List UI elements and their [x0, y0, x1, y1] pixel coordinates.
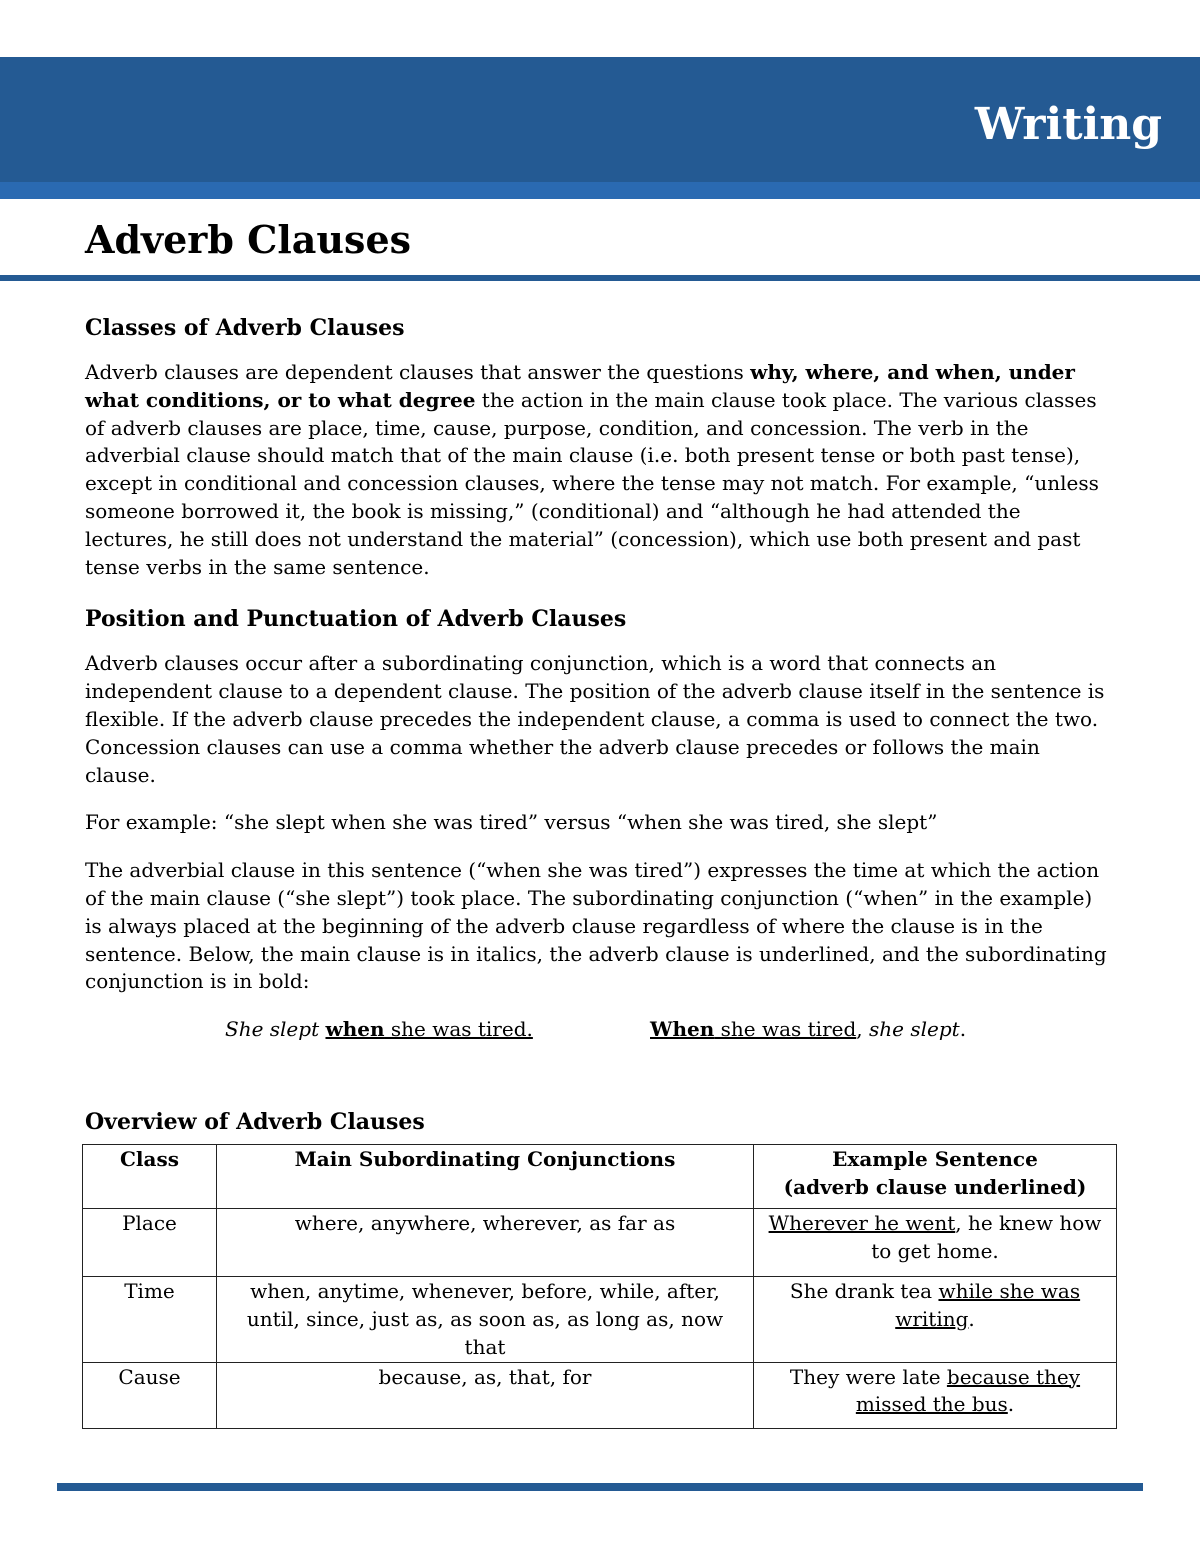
- page-title: Adverb Clauses: [85, 217, 412, 262]
- cell-class: Place: [83, 1209, 217, 1277]
- footer-divider: [57, 1483, 1143, 1491]
- header-conjunctions: Main Subordinating Conjunctions: [217, 1145, 754, 1209]
- cell-conjunctions: when, anytime, whenever, before, while, after, until, since, just as, as soon as, as long as, now that: [217, 1277, 754, 1362]
- position-paragraph-1: Adverb clauses occur after a subordinating conjunction, which is a word that connects an independent clause to a dependent clause. The position of the adverb clause itself in the sentence is flexible. If the adverb clause precedes the independent clause, a comma is used to connect the two. Concession clauses can use a comma whether the adverb clause precedes or follows the main clause.: [85, 651, 1105, 787]
- title-divider: [0, 275, 1200, 281]
- cell-conjunctions: because, as, that, for: [217, 1362, 754, 1428]
- section-label: Writing: [974, 99, 1162, 150]
- overview-table: [82, 1144, 1117, 1428]
- table-row: [83, 1209, 1117, 1277]
- position-paragraph-2: For example: “she slept when she was tired” versus “when she was tired, she slept”: [85, 810, 938, 835]
- header-class: Class: [83, 1145, 217, 1209]
- classes-heading: Classes of Adverb Clauses: [85, 315, 405, 341]
- header-stripe: [0, 182, 1200, 199]
- classes-paragraph: Adverb clauses are dependent clauses that answer the questions why, where, and when, under what conditions, or to what degree the action in the main clause took place. The various classes of adverb clauses are place, time, cause, purpose, condition, and concession. The verb in the adverbial clause should match that of the main clause (i.e. both present tense or both past tense), except in conditional and concession clauses, where the tense may not match. For example, “unless someone borrowed it, the book is missing,” (conditional) and “although he had attended the lectures, he still does not understand the material” (concession), which use both present and past tense verbs in the same sentence.: [85, 360, 1099, 579]
- position-heading: Position and Punctuation of Adverb Clauses: [85, 606, 627, 633]
- cell-class: Time: [83, 1277, 217, 1362]
- cell-example: She drank tea while she was writing.: [754, 1277, 1117, 1362]
- cell-class: Cause: [83, 1362, 217, 1428]
- cell-example: Wherever he went, he knew how to get home.: [754, 1209, 1117, 1277]
- table-row: [83, 1362, 1117, 1428]
- table-header-row: [83, 1145, 1117, 1209]
- header-example: Example Sentence (adverb clause underlined): [754, 1145, 1117, 1209]
- example-sentences: [85, 1016, 1115, 1044]
- table-row: [83, 1277, 1117, 1362]
- overview-heading: Overview of Adverb Clauses: [85, 1109, 425, 1136]
- position-paragraph-3: The adverbial clause in this sentence (“when she was tired”) expresses the time at which the action of the main clause (“she slept”) took place. The subordinating conjunction (“when” in the example) is always placed at the beginning of the adverb clause regardless of where the clause is in the sentence. Below, the main clause is in italics, the adverb clause is underlined, and the subordinating conjunction is in bold:: [85, 858, 1107, 994]
- example-sentence-2: When she was tired, she slept.: [650, 1017, 967, 1042]
- cell-conjunctions: where, anywhere, wherever, as far as: [217, 1209, 754, 1277]
- cell-example: They were late because they missed the bus.: [754, 1362, 1117, 1428]
- example-sentence-1: She slept when she was tired.: [225, 1017, 533, 1042]
- document-body: [85, 310, 1115, 1429]
